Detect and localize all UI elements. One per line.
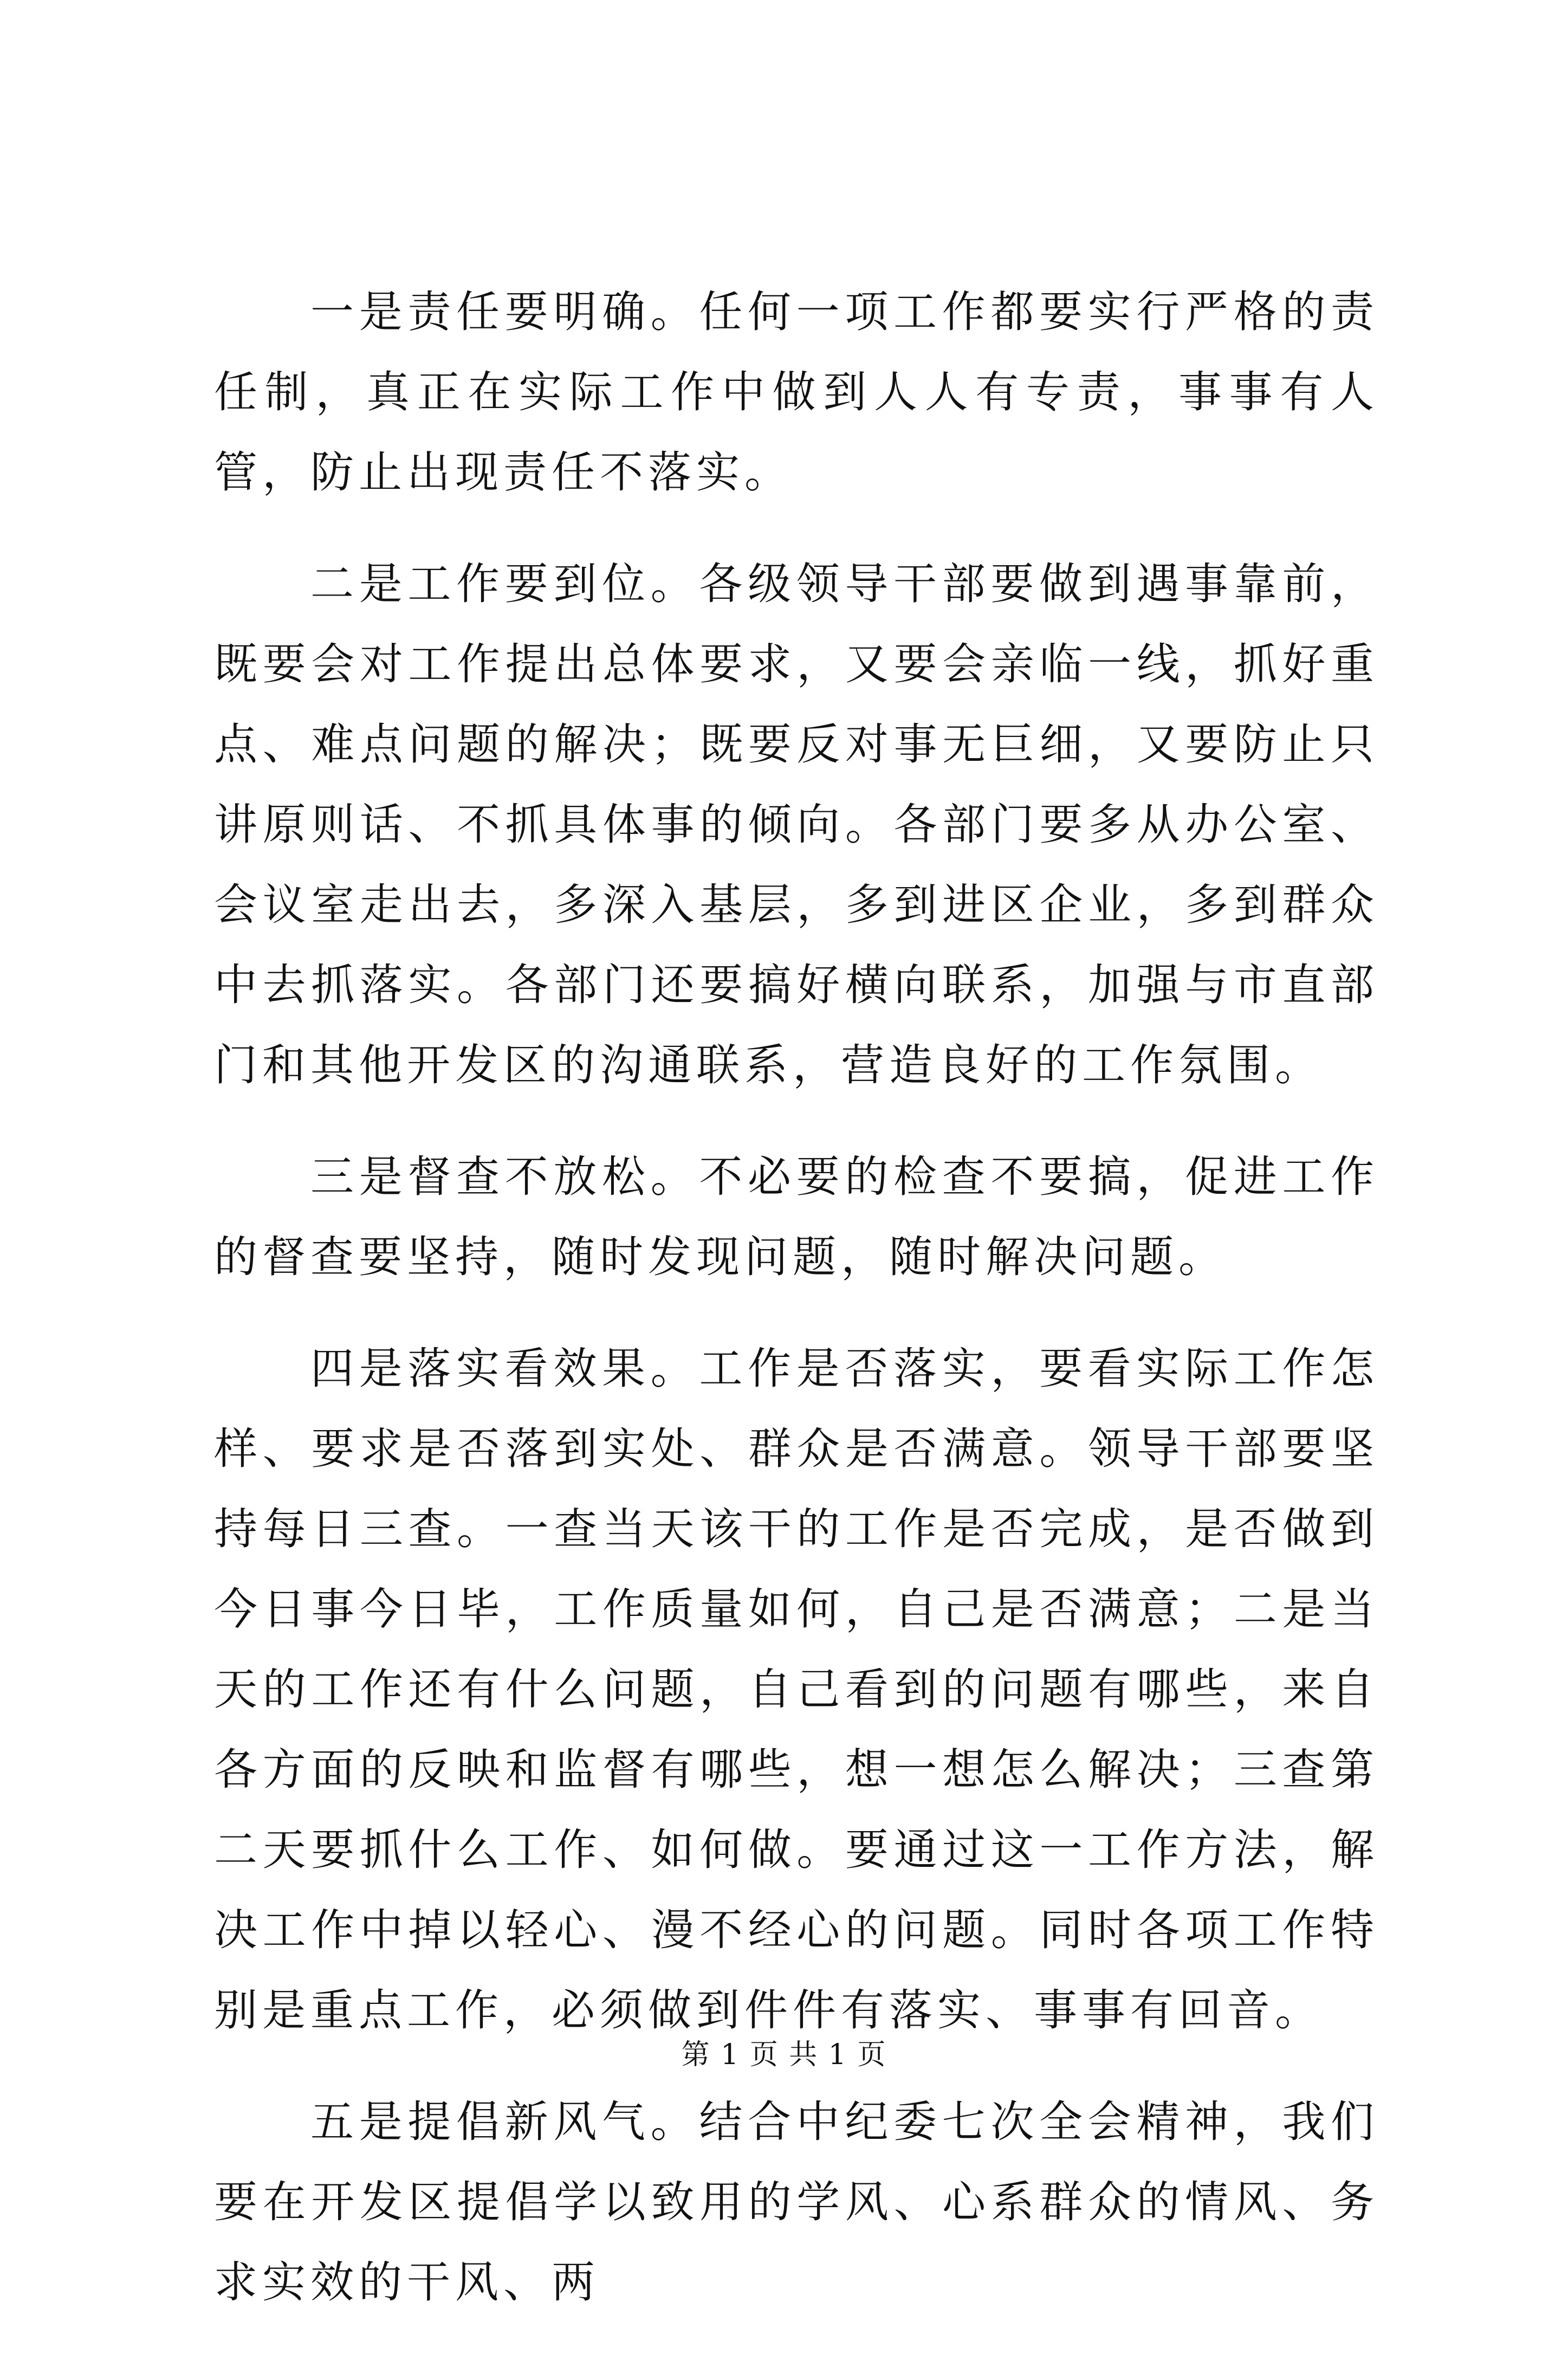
page-footer: 第 1 页 共 1 页 — [681, 2039, 887, 2071]
paragraph-supervision: 三是督查不放松。不必要的检查不要搞，促进工作的督查要坚持，随时发现问题，随时解决问题。 — [214, 1152, 1379, 1282]
paragraph-results: 四是落实看效果。工作是否落实，要看实际工作怎样、要求是否落到实处、群众是否满意。领导干部要坚持每日三查。一查当天该干的工作是否完成，是否做到今日事今日毕，工作质量如何，自己是否满意；二是当天的工作还有什么问题，自己看到的问题有哪些，来自各方面的反映和监督有哪些，想一想怎么解决；三查第二天要抓什么工作、如何做。要通过这一工作方法，解决工作中掉以轻心、漫不经心的问题。同时各项工作特别是重点工作，必须做到件件有落实、事事有回音。 — [214, 1343, 1379, 2035]
paragraph-new-atmosphere: 五是提倡新风气。结合中纪委七次全会精神，我们要在开发区提倡学以致用的学风、心系群众的情风、务求实效的干风、两 — [214, 2097, 1379, 2307]
paragraph-work-in-place: 二是工作要到位。各级领导干部要做到遇事靠前，既要会对工作提出总体要求，又要会亲临一线，抓好重点、难点问题的解决；既要反对事无巨细，又要防止只讲原则话、不抓具体事的倾向。各部门要多从办公室、会议室走出去，多深入基层，多到进区企业，多到群众中去抓落实。各部门还要搞好横向联系，加强与市直部门和其他开发区的沟通联系，营造良好的工作氛围。 — [214, 559, 1379, 1090]
paragraph-responsibility: 一是责任要明确。任何一项工作都要实行严格的责任制，真正在实际工作中做到人人有专责，事事有人管，防止出现责任不落实。 — [214, 287, 1379, 497]
